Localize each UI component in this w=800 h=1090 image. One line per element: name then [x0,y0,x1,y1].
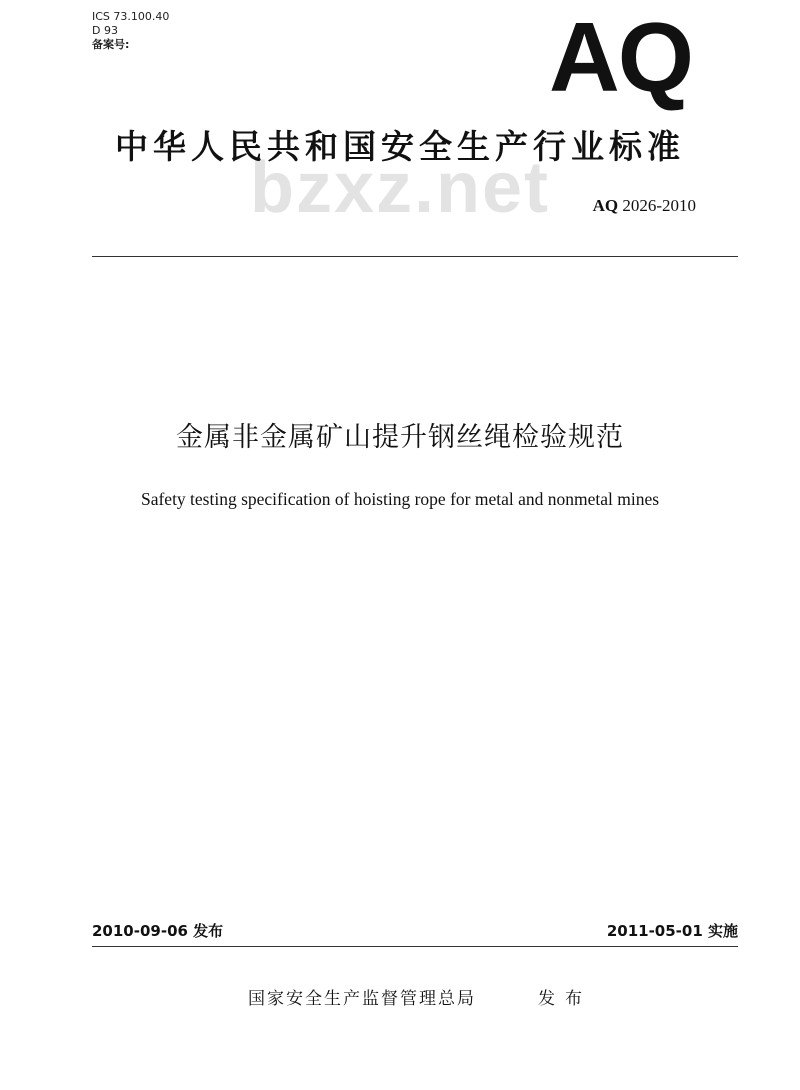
document-title-chinese: 金属非金属矿山提升钢丝绳检验规范 [176,422,624,453]
filing-number-label: 备案号: [92,38,130,51]
publish-action: 发布 [538,989,592,1009]
ics-code: ICS 73.100.40 [92,10,170,23]
standard-category-title: 中华人民共和国安全生产行业标准 [115,127,685,166]
standard-number-value: 2026-2010 [622,196,696,215]
document-title-english: Safety testing specification of hoisting rope for metal and nonmetal mines [140,489,660,509]
aq-logo: AQ [549,2,692,112]
publisher-name: 国家安全生产监督管理总局 [248,989,476,1009]
implementation-date: 2011-05-01 实施 [606,922,738,940]
ccs-code: D 93 [92,24,118,37]
standard-number-prefix: AQ [592,196,619,215]
footer-divider [92,946,738,947]
watermark: bzxz.net [249,148,551,228]
classification-block [92,10,169,52]
issue-date: 2010-09-06 发布 [92,922,224,940]
standard-number [593,195,696,217]
header-divider [92,256,738,257]
